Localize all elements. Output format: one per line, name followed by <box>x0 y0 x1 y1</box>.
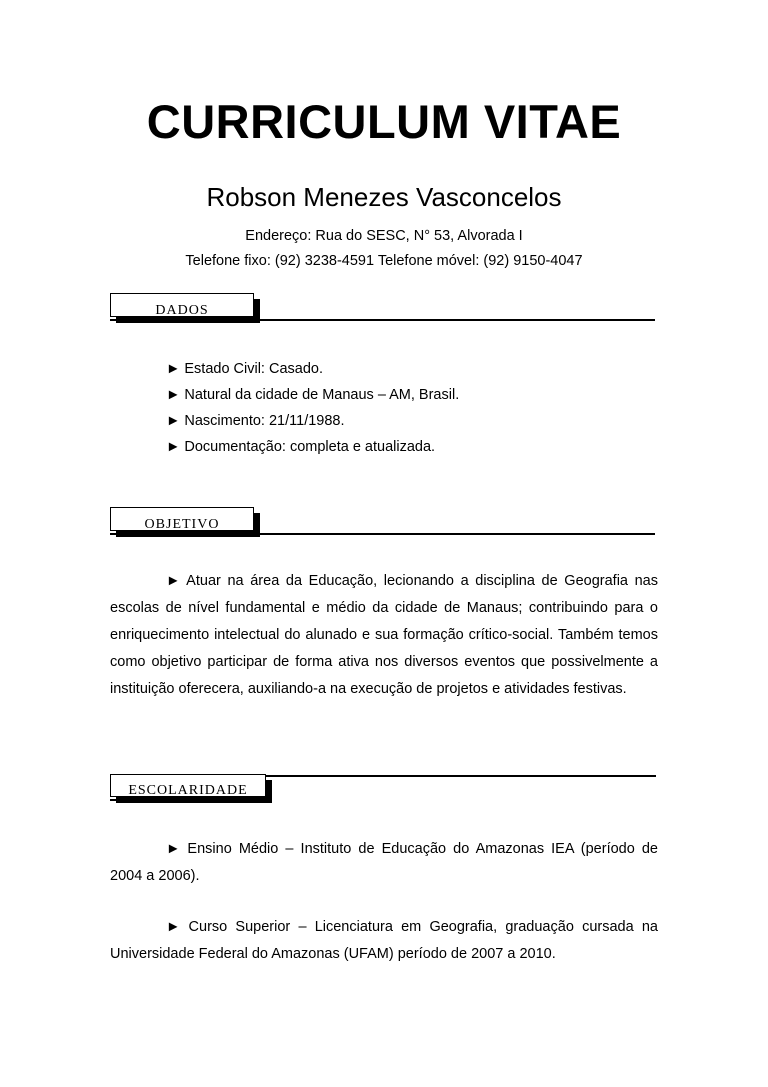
education-item <box>110 914 658 968</box>
section-rule-stub <box>110 799 126 801</box>
list-item: ► Documentação: completa e atualizada. <box>166 439 436 455</box>
address-line: Endereço: Rua do SESC, N° 53, Alvorada I <box>245 228 523 244</box>
section-rule <box>262 775 656 777</box>
education-text: ► Curso Superior – Licenciatura em Geografia, graduação cursada na Universidade Federal do Amazonas (UFAM) período de 2007 a 2010. <box>110 919 658 962</box>
section-heading-box <box>110 507 254 531</box>
education-text: ► Ensino Médio – Instituto de Educação do Amazonas IEA (período de 2004 a 2006). <box>110 841 658 884</box>
list-item: ► Natural da cidade de Manaus – AM, Brasil. <box>166 387 460 403</box>
person-name: Robson Menezes Vasconcelos <box>206 182 562 212</box>
section-rule <box>110 319 655 321</box>
section-heading-escolaridade: ESCOLARIDADE <box>128 783 248 797</box>
education-item <box>110 836 658 890</box>
section-heading-objetivo: OBJETIVO <box>144 517 220 531</box>
section-heading-dados: DADOS <box>155 303 209 317</box>
section-rule <box>110 533 655 535</box>
section-heading-box <box>110 774 266 797</box>
phone-line: Telefone fixo: (92) 3238-4591 Telefone móvel: (92) 9150-4047 <box>185 253 583 269</box>
list-item: ► Nascimento: 21/11/1988. <box>166 413 345 429</box>
list-item: ► Estado Civil: Casado. <box>166 361 324 377</box>
objective-text: ► Atuar na área da Educação, lecionando a disciplina de Geografia nas escolas de nível fundamental e médio da cidade de Manaus; contribuindo para o enriquecimento intelectual do alunado e sua formação crítico-social. Também temos como objetivo participar de forma ativa nos diversos eventos que possivelmente a instituição oferecera, auxiliando-a na execução de projetos e atividades festivas. <box>110 573 658 697</box>
document-title: CURRICULUM VITAE <box>146 95 622 148</box>
section-heading-box <box>110 293 254 317</box>
objective-paragraph <box>110 568 658 703</box>
